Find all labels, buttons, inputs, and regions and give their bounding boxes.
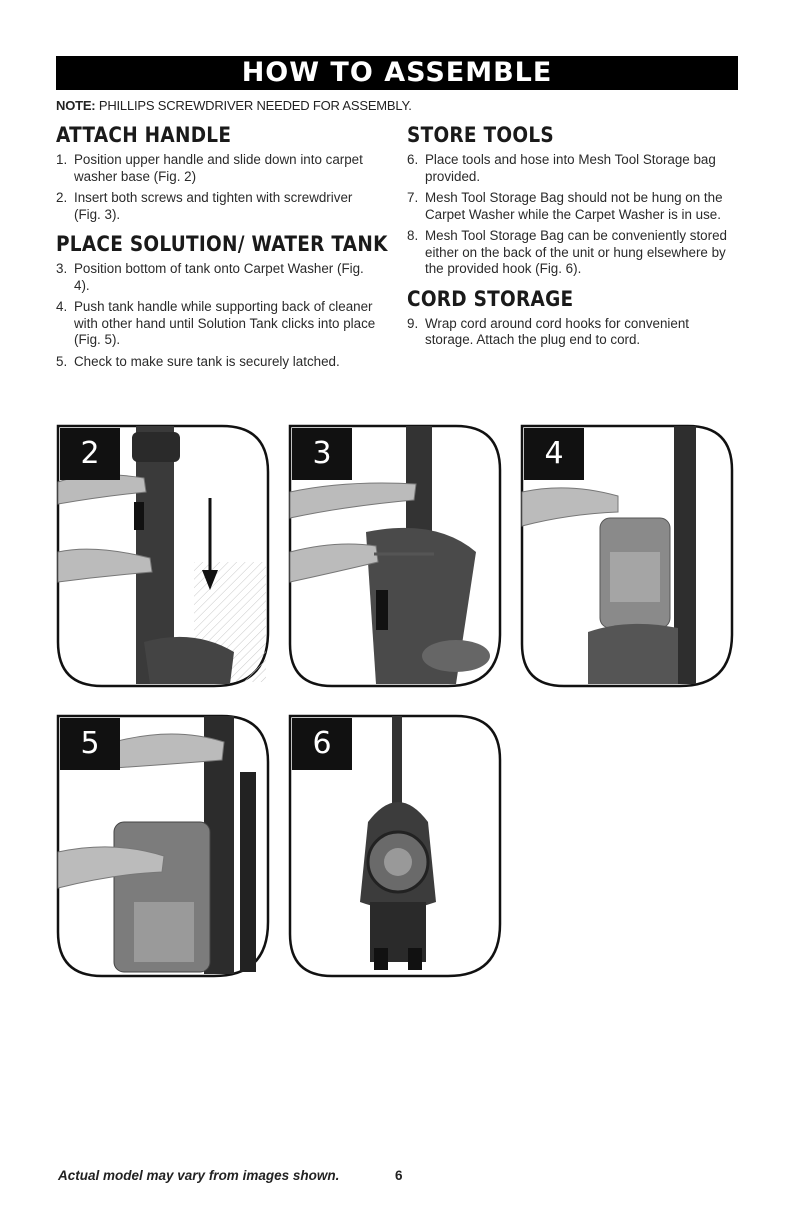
- figure-3: [286, 422, 504, 690]
- figure-number-badge: 6: [292, 718, 352, 770]
- step-number: 1.: [56, 152, 68, 167]
- step-number: 8.: [407, 228, 419, 243]
- figure-5: [54, 712, 272, 980]
- figure-4: [518, 422, 736, 690]
- step: [56, 190, 380, 223]
- left-column: [56, 120, 388, 376]
- section-title-attach-handle: ATTACH HANDLE: [56, 123, 232, 147]
- cord-storage-steps: [407, 316, 739, 349]
- figure-number-badge: 3: [292, 428, 352, 480]
- figure-6: [286, 712, 504, 980]
- section-title-cord-storage: CORD STORAGE: [407, 286, 574, 311]
- step: [56, 354, 380, 371]
- step-text: Place tools and hose into Mesh Tool Storage bag provided.: [425, 152, 716, 184]
- step: [56, 299, 380, 349]
- note: [56, 98, 412, 113]
- step-number: 7.: [407, 190, 419, 205]
- step: [56, 261, 380, 294]
- step: [407, 152, 739, 185]
- store-tools-steps: [407, 152, 739, 278]
- step-number: 2.: [56, 190, 68, 205]
- step-text: Wrap cord around cord hooks for convenient storage. Attach the plug end to cord.: [425, 315, 689, 347]
- step-text: Position bottom of tank onto Carpet Washer (Fig. 4).: [74, 261, 364, 293]
- step: [407, 228, 739, 278]
- step-number: 4.: [56, 299, 68, 314]
- note-text: PHILLIPS SCREWDRIVER NEEDED FOR ASSEMBLY.: [95, 98, 412, 113]
- page-number: 6: [395, 1168, 403, 1183]
- step-number: 5.: [56, 353, 68, 369]
- figure-number-badge: 4: [524, 428, 584, 480]
- figure-2: [54, 422, 272, 690]
- figure-number-badge: 5: [60, 718, 120, 770]
- step-text: Check to make sure tank is securely latched.: [74, 353, 340, 369]
- footer-disclaimer: Actual model may vary from images shown.: [58, 1168, 340, 1183]
- step-text: Mesh Tool Storage Bag can be conveniently stored either on the back of the unit or hung elsewhere by the provided hook (Fig. 6).: [425, 228, 727, 276]
- step-number: 3.: [56, 261, 68, 276]
- step-text: Position upper handle and slide down into carpet washer base (Fig. 2): [74, 152, 363, 184]
- step-number: 6.: [407, 152, 419, 167]
- step: [407, 190, 739, 223]
- footer: [58, 1168, 403, 1183]
- attach-handle-steps: [56, 152, 380, 223]
- page-banner: HOW TO ASSEMBLE: [56, 56, 738, 90]
- section-title-place-tank: PLACE SOLUTION/ WATER TANK: [56, 232, 388, 256]
- step-text: Insert both screws and tighten with screwdriver (Fig. 3).: [74, 190, 353, 222]
- place-tank-steps: [56, 261, 380, 370]
- step-text: Mesh Tool Storage Bag should not be hung on the Carpet Washer while the Carpet Washer is in use.: [425, 190, 723, 222]
- step: [56, 152, 380, 185]
- step-number: 9.: [407, 315, 419, 331]
- right-column: [407, 120, 739, 355]
- figure-number-badge: 2: [60, 428, 120, 480]
- step: [407, 316, 739, 349]
- step-text: Push tank handle while supporting back of cleaner with other hand until Solution Tank clicks into place (Fig. 5).: [74, 299, 376, 347]
- section-title-store-tools: STORE TOOLS: [407, 123, 554, 147]
- note-label: NOTE:: [56, 98, 96, 113]
